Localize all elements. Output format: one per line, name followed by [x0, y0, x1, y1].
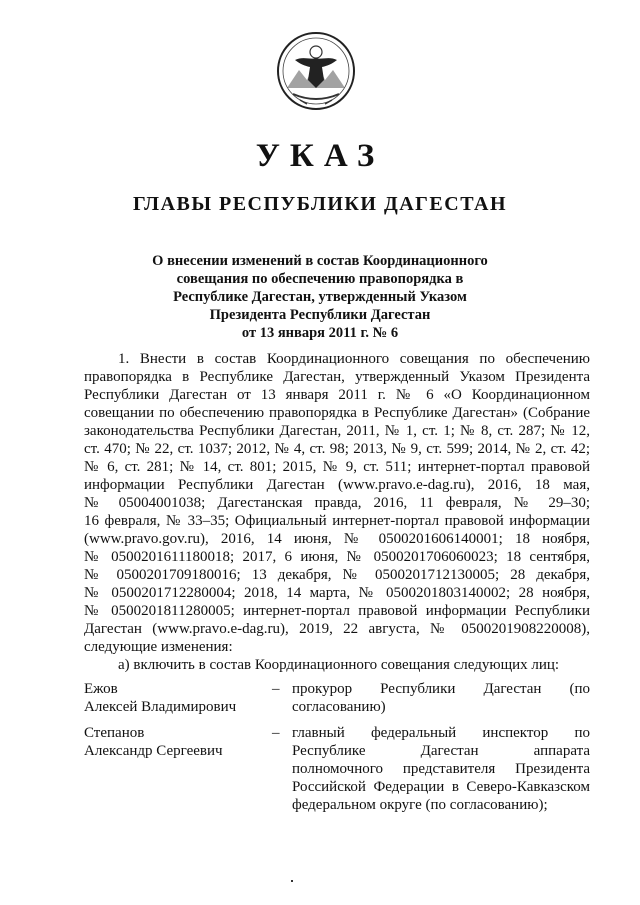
document-heading: [120, 252, 520, 342]
person-surname: Ежов: [84, 681, 118, 697]
body-line: следующие изменения:: [84, 639, 233, 655]
body-line: законодательства Республики Дагестан, 2011, № 1, ст. 1; № 8, ст. 287; № 12,: [84, 423, 590, 439]
dash-separator: –: [272, 681, 280, 697]
body-line: № 6, ст. 281; № 14, ст. 801; 2015, № 9, ст. 511; интернет-портал правовой: [84, 459, 590, 475]
document-body: [84, 350, 590, 674]
body-line: № 0500201712280004; 2018, 14 марта, № 0500201803140002; 28 ноября,: [84, 585, 590, 601]
heading-line: Республике Дагестан, утвержденный Указом: [173, 289, 467, 305]
person-given-names: Александр Сергеевич: [84, 743, 223, 759]
body-line: ст. 470; № 22, ст. 1037; 2012, № 4, ст. 98; 2013, № 9, ст. 599; 2014, № 2, ст. 42;: [84, 441, 590, 457]
heading-line: О внесении изменений в состав Координационного: [152, 253, 488, 269]
position-line: полномочного представителя Президента: [292, 761, 590, 777]
position-line: федеральном округе (по согласованию);: [292, 797, 548, 813]
position-line: Республике Дагестан аппарата: [292, 743, 590, 759]
dagestan-coat-of-arms-emblem: [275, 30, 357, 112]
scan-speck: [291, 880, 293, 882]
body-line: № 05004001038; Дагестанская правда, 2016, 11 февраля, № 29–30;: [84, 495, 590, 511]
position-line: главный федеральный инспектор по: [292, 725, 590, 741]
body-line: совещании по обеспечению правопорядка в Республике Дагестан» (Собрание: [84, 405, 590, 421]
body-line: № 0500201709180016; 13 декабря, № 0500201712130005; 28 декабря,: [84, 567, 590, 583]
body-line: правопорядка в Республике Дагестан, утвержденный Указом Президента: [84, 369, 590, 385]
person-position: [292, 724, 590, 814]
subitem-line: а) включить в состав Координационного совещания следующих лиц:: [118, 657, 560, 673]
heading-line: совещания по обеспечению правопорядка в: [176, 271, 464, 287]
dash-separator: –: [272, 725, 280, 741]
position-line: прокурор Республики Дагестан (по: [292, 681, 590, 697]
heading-line: от 13 января 2011 г. № 6: [241, 325, 399, 341]
body-line: информации Республики Дагестан (www.pravo.e-dag.ru), 2016, 18 мая,: [84, 477, 590, 493]
person-surname: Степанов: [84, 725, 145, 741]
body-line: 16 февраля, № 33–35; Официальный интернет-портал правовой информации: [84, 513, 590, 529]
body-line: Дагестан (www.pravo.e-dag.ru), 2019, 22 августа, № 0500201908220008),: [84, 621, 590, 637]
document-subtitle: ГЛАВЫ РЕСПУБЛИКИ ДАГЕСТАН: [132, 193, 508, 215]
body-line: (www.pravo.gov.ru), 2016, 14 июня, № 0500201606140001; 18 ноября,: [84, 531, 590, 547]
document-title: УКАЗ: [255, 138, 385, 174]
person-name: [84, 680, 264, 716]
body-line: Республики Дагестан от 13 января 2011 г. № 6 «О Координационном: [84, 387, 590, 403]
person-name: [84, 724, 264, 760]
person-given-names: Алексей Владимирович: [84, 699, 237, 715]
body-line: № 0500201611180018; 2017, 6 июня, № 0500201706060023; 18 сентября,: [84, 549, 590, 565]
position-line: Российской Федерации в Северо-Кавказском: [292, 779, 590, 795]
body-line: 1. Внести в состав Координационного совещания по обеспечению: [118, 351, 590, 367]
heading-line: Президента Республики Дагестан: [209, 307, 431, 323]
body-line: № 0500201811280005; интернет-портал правовой информации Республики: [84, 603, 590, 619]
person-position: [292, 680, 590, 716]
position-line: согласованию): [292, 699, 386, 715]
